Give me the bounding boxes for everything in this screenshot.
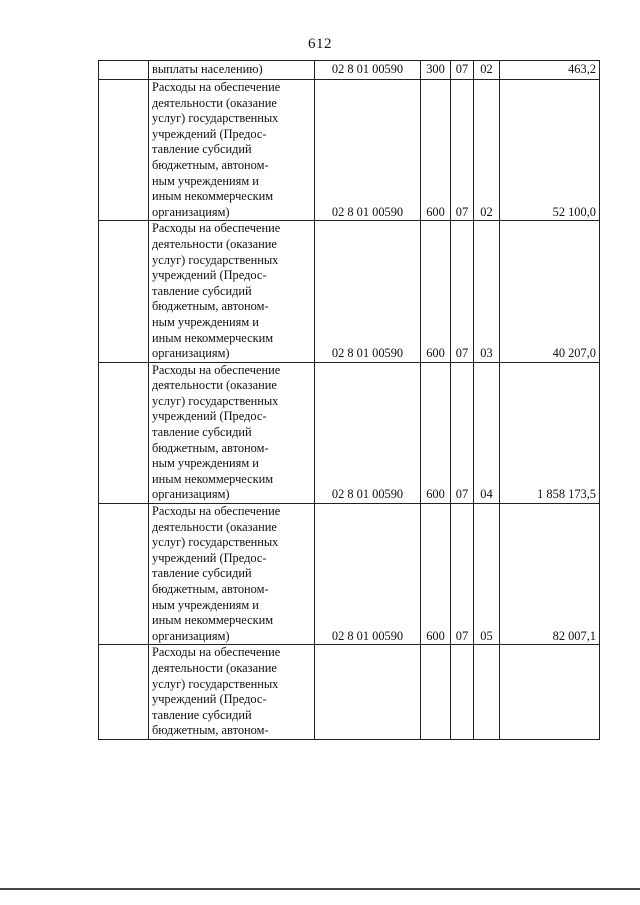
expense-type-cell: 600 (421, 504, 451, 645)
expense-name-line: иным некоммерческим (152, 189, 274, 204)
expense-name-line: услуг) государственных (152, 393, 279, 408)
expense-name-line: услуг) государственных (152, 676, 279, 691)
expense-name-line: деятельности (оказание (152, 95, 277, 110)
expense-name-line: бюджетным, автоном- (152, 582, 269, 596)
expense-name-line: услуг) государственных (152, 535, 279, 550)
table-row (99, 645, 600, 740)
expense-name-line: тавление субсидий (152, 707, 252, 722)
expense-name-cell (149, 645, 315, 740)
expense-name-cell (149, 362, 315, 503)
subsection-cell: 02 (474, 80, 500, 221)
expense-name-line: услуг) государственных (152, 252, 279, 267)
blank-cell (99, 61, 149, 80)
blank-cell (99, 80, 149, 221)
target-article-cell (315, 645, 421, 740)
blank-cell (99, 504, 149, 645)
table-row (99, 504, 600, 645)
target-article-cell: 02 8 01 00590 (315, 61, 421, 80)
expense-name-line: деятельности (оказание (152, 236, 277, 251)
target-article-cell: 02 8 01 00590 (315, 362, 421, 503)
expense-name-line: деятельности (оказание (152, 378, 277, 393)
expense-name-line: бюджетным, автоном- (152, 440, 269, 455)
section-cell: 07 (451, 80, 474, 221)
expense-name-line: Расходы на обеспечение (152, 221, 281, 236)
expense-name-cell (149, 80, 315, 221)
amount-cell: 1 858 173,5 (500, 362, 600, 503)
expense-name-line: деятельности (оказание (152, 660, 277, 675)
expense-name-line: бюджетным, автоном- (152, 299, 269, 314)
expense-name-line: Расходы на обеспечение (152, 362, 281, 377)
expense-type-cell: 300 (421, 61, 451, 80)
subsection-cell: 02 (474, 61, 500, 80)
table-row (99, 362, 600, 503)
budget-table (98, 60, 600, 740)
expense-name-line: Расходы на обеспечение (152, 645, 281, 660)
expense-name-line: иным некоммерческим (152, 330, 274, 345)
target-article-cell: 02 8 01 00590 (315, 221, 421, 362)
expense-name-line: ным учреждениям и (152, 314, 259, 329)
subsection-cell: 04 (474, 362, 500, 503)
expense-name-line: деятельности (оказание (152, 519, 277, 534)
expense-name-line: услуг) государственных (152, 111, 279, 126)
expense-name-line: учреждений (Предос- (152, 550, 267, 565)
expense-name-cell (149, 221, 315, 362)
table-row (99, 221, 600, 362)
expense-name-line: тавление субсидий (152, 566, 252, 581)
expense-name-line: Расходы на обеспечение (152, 80, 281, 94)
expense-type-cell: 600 (421, 221, 451, 362)
scan-bottom-edge (0, 888, 640, 890)
expense-name-line: учреждений (Предос- (152, 409, 267, 424)
expense-name-line: тавление субсидий (152, 142, 252, 157)
section-cell: 07 (451, 362, 474, 503)
expense-name-line: Расходы на обеспечение (152, 504, 281, 519)
amount-cell: 82 007,1 (500, 504, 600, 645)
blank-cell (99, 645, 149, 740)
section-cell (451, 645, 474, 740)
target-article-cell: 02 8 01 00590 (315, 504, 421, 645)
expense-name-line: организациям) (152, 346, 230, 361)
expense-name-line: иным некоммерческим (152, 613, 274, 628)
expense-name-line: организациям) (152, 204, 230, 219)
section-cell: 07 (451, 504, 474, 645)
blank-cell (99, 362, 149, 503)
expense-name-line: ным учреждениям и (152, 456, 259, 471)
amount-cell (500, 645, 600, 740)
table-row (99, 61, 600, 80)
expense-name-line: бюджетным, автоном- (152, 723, 269, 738)
expense-name-cell (149, 61, 315, 80)
expense-name-line: учреждений (Предос- (152, 692, 267, 707)
amount-cell: 52 100,0 (500, 80, 600, 221)
subsection-cell: 05 (474, 504, 500, 645)
expense-name-line: организациям) (152, 628, 230, 643)
target-article-cell: 02 8 01 00590 (315, 80, 421, 221)
expense-name-line: ным учреждениям и (152, 173, 259, 188)
section-cell: 07 (451, 221, 474, 362)
expense-name-line: учреждений (Предос- (152, 126, 267, 141)
amount-cell: 463,2 (500, 61, 600, 80)
blank-cell (99, 221, 149, 362)
expense-name-line: выплаты населению) (152, 62, 263, 77)
expense-type-cell (421, 645, 451, 740)
expense-name-line: иным некоммерческим (152, 471, 274, 486)
subsection-cell: 03 (474, 221, 500, 362)
expense-type-cell: 600 (421, 80, 451, 221)
amount-cell: 40 207,0 (500, 221, 600, 362)
expense-name-line: бюджетным, автоном- (152, 157, 269, 172)
table-row (99, 80, 600, 221)
page-number: 612 (308, 36, 332, 52)
expense-name-line: тавление субсидий (152, 283, 252, 298)
section-cell: 07 (451, 61, 474, 80)
expense-type-cell: 600 (421, 362, 451, 503)
expense-name-cell (149, 504, 315, 645)
expense-name-line: тавление субсидий (152, 425, 252, 440)
subsection-cell (474, 645, 500, 740)
expense-name-line: организациям) (152, 487, 230, 502)
expense-name-line: учреждений (Предос- (152, 268, 267, 283)
expense-name-line: ным учреждениям и (152, 597, 259, 612)
